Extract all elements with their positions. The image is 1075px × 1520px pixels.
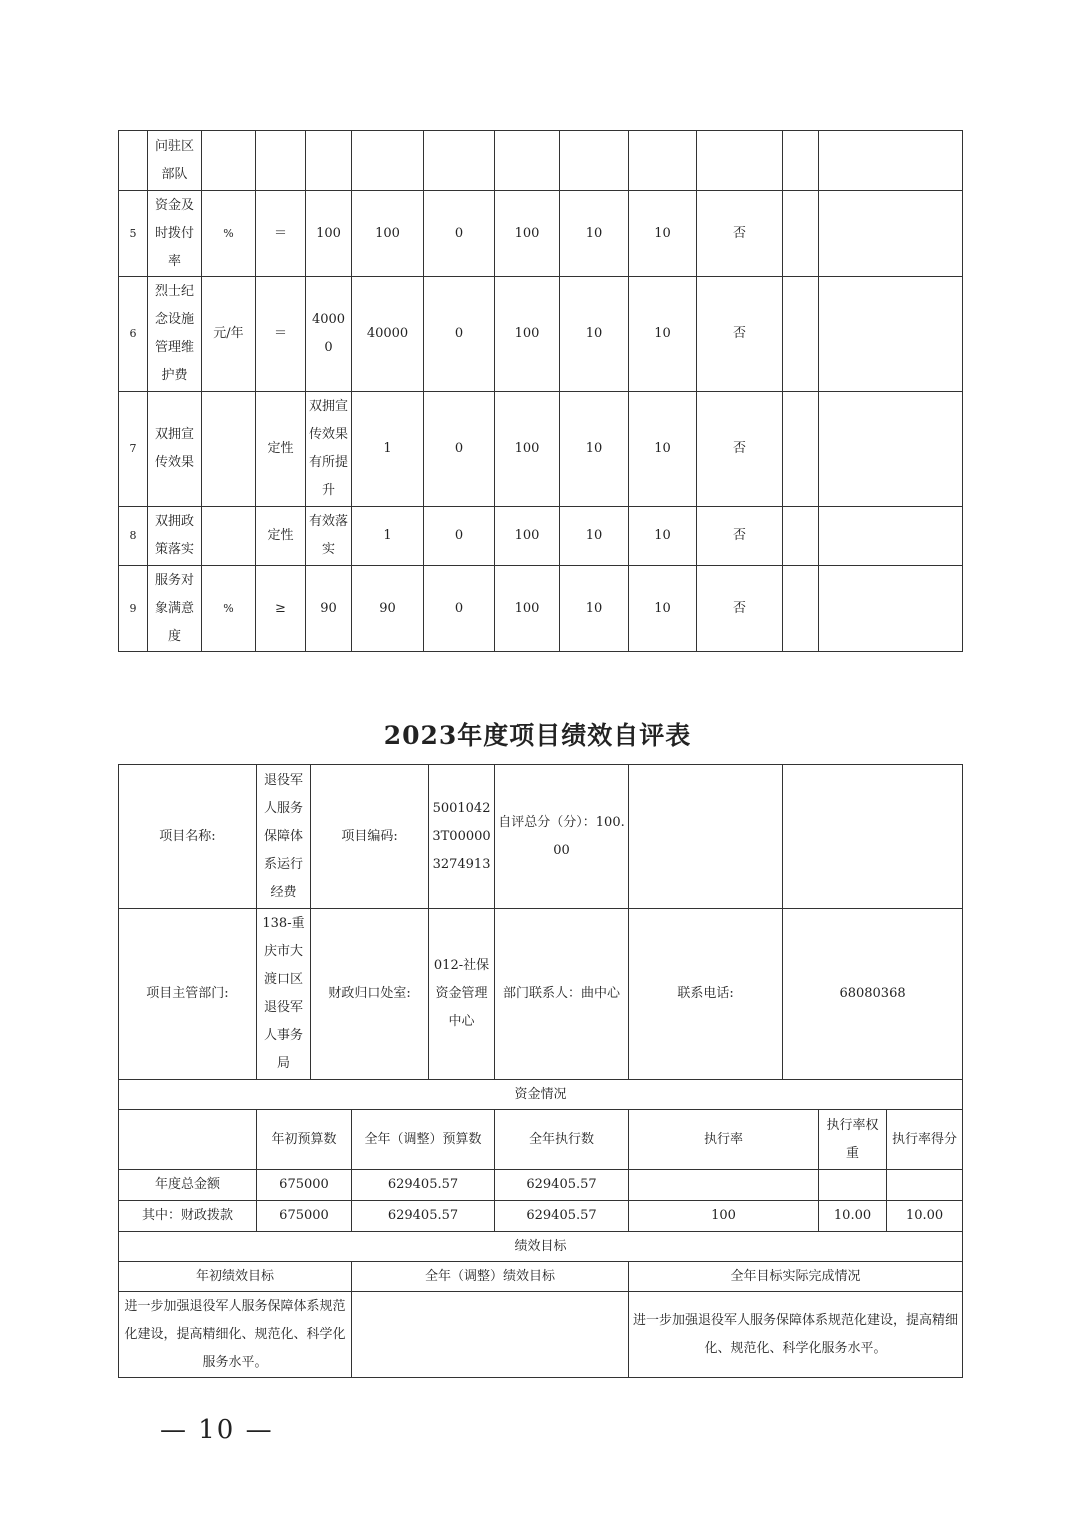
operator: 定性 <box>256 507 306 566</box>
flag: 否 <box>697 191 783 277</box>
unit <box>202 507 256 566</box>
target-value: 40000 <box>306 277 352 392</box>
table-row <box>119 1110 963 1170</box>
indicator-table <box>118 130 963 652</box>
page-number: — 10 — <box>160 1415 274 1445</box>
table-row <box>119 1080 963 1110</box>
deduction: 0 <box>424 566 495 652</box>
col-header: 全年（调整）绩效目标 <box>352 1262 629 1292</box>
phone-number: 68080368 <box>783 909 963 1080</box>
row-number: 5 <box>119 191 148 277</box>
deduction: 0 <box>424 191 495 277</box>
table-row <box>119 277 963 392</box>
executed-amount: 629405.57 <box>495 1170 629 1201</box>
self-score: 自评总分（分）：100.00 <box>495 765 629 909</box>
table-row <box>119 507 963 566</box>
row-number: 9 <box>119 566 148 652</box>
table-row <box>119 1232 963 1262</box>
col-header: 年初预算数 <box>257 1110 352 1170</box>
indicator-name: 问驻区部队 <box>148 131 202 191</box>
completion-rate: 100 <box>495 566 560 652</box>
initial-budget: 675000 <box>257 1201 352 1232</box>
score: 10 <box>629 277 697 392</box>
project-name: 退役军人服务保障体系运行经费 <box>257 765 311 909</box>
col-header: 全年（调整）预算数 <box>352 1110 495 1170</box>
unit: % <box>202 566 256 652</box>
adjusted-budget: 629405.57 <box>352 1201 495 1232</box>
department: 138-重庆市大渡口区退役军人事务局 <box>257 909 311 1080</box>
project-code: 50010423T000003274913 <box>429 765 495 909</box>
col-header: 执行率 <box>629 1110 819 1170</box>
deduction: 0 <box>424 392 495 507</box>
row-number: 7 <box>119 392 148 507</box>
project-code-label: 项目编码: <box>311 765 429 909</box>
deduction: 0 <box>424 507 495 566</box>
row-number: 8 <box>119 507 148 566</box>
completion-rate: 100 <box>495 392 560 507</box>
target-value: 双拥宣传效果有所提升 <box>306 392 352 507</box>
finance-office-label: 财政归口处室: <box>311 909 429 1080</box>
flag: 否 <box>697 566 783 652</box>
col-header: 全年执行数 <box>495 1110 629 1170</box>
unit <box>202 392 256 507</box>
flag: 否 <box>697 277 783 392</box>
table-row <box>119 392 963 507</box>
completion-rate: 100 <box>495 191 560 277</box>
target-value: 有效落实 <box>306 507 352 566</box>
table-row <box>119 566 963 652</box>
col-header: 执行率得分 <box>887 1110 963 1170</box>
row-label: 年度总金额 <box>119 1170 257 1201</box>
weight: 10 <box>560 566 629 652</box>
self-evaluation-table <box>118 764 963 1378</box>
target-value: 100 <box>306 191 352 277</box>
actual-value: 90 <box>352 566 424 652</box>
weight: 10 <box>560 277 629 392</box>
indicator-name: 双拥政策落实 <box>148 507 202 566</box>
score: 10 <box>629 392 697 507</box>
score: 10 <box>629 566 697 652</box>
weight: 10 <box>560 507 629 566</box>
col-header: 全年目标实际完成情况 <box>629 1262 963 1292</box>
completion-rate: 100 <box>495 507 560 566</box>
indicator-name: 服务对象满意度 <box>148 566 202 652</box>
indicator-name: 烈士纪念设施管理维护费 <box>148 277 202 392</box>
unit: % <box>202 191 256 277</box>
target-value: 90 <box>306 566 352 652</box>
actual-completion: 进一步加强退役军人服务保障体系规范化建设，提高精细化、规范化、科学化服务水平。 <box>629 1292 963 1378</box>
unit: 元/年 <box>202 277 256 392</box>
table-row <box>119 765 963 909</box>
col-header: 执行率权重 <box>819 1110 887 1170</box>
table-row <box>119 1170 963 1201</box>
contact-person: 部门联系人：曲中心 <box>495 909 629 1080</box>
row-label: 其中：财政拨款 <box>119 1201 257 1232</box>
operator: ≥ <box>256 566 306 652</box>
actual-value: 1 <box>352 392 424 507</box>
actual-value: 1 <box>352 507 424 566</box>
indicator-name: 资金及时拨付率 <box>148 191 202 277</box>
table-row <box>119 909 963 1080</box>
col-header: 年初绩效目标 <box>119 1262 352 1292</box>
table-row <box>119 131 963 191</box>
score: 10 <box>629 507 697 566</box>
flag: 否 <box>697 507 783 566</box>
table-row <box>119 1201 963 1232</box>
deduction: 0 <box>424 277 495 392</box>
page-title: 2023年度项目绩效自评表 <box>383 721 692 750</box>
weight: 10 <box>560 191 629 277</box>
goals-section-title: 绩效目标 <box>119 1232 963 1262</box>
adjusted-budget: 629405.57 <box>352 1170 495 1201</box>
flag: 否 <box>697 392 783 507</box>
phone-label: 联系电话: <box>629 909 783 1080</box>
actual-value: 100 <box>352 191 424 277</box>
funds-section-title: 资金情况 <box>119 1080 963 1110</box>
indicator-name: 双拥宣传效果 <box>148 392 202 507</box>
operator: ＝ <box>256 191 306 277</box>
execution-rate: 100 <box>629 1201 819 1232</box>
completion-rate: 100 <box>495 277 560 392</box>
project-name-label: 项目名称: <box>119 765 257 909</box>
operator: ＝ <box>256 277 306 392</box>
row-number: 6 <box>119 277 148 392</box>
operator: 定性 <box>256 392 306 507</box>
weight: 10 <box>560 392 629 507</box>
table-row <box>119 1292 963 1378</box>
actual-value: 40000 <box>352 277 424 392</box>
execution-weight: 10.00 <box>819 1201 887 1232</box>
execution-score: 10.00 <box>887 1201 963 1232</box>
executed-amount: 629405.57 <box>495 1201 629 1232</box>
score: 10 <box>629 191 697 277</box>
execution-weight <box>819 1170 887 1201</box>
finance-office: 012-社保资金管理中心 <box>429 909 495 1080</box>
table-row <box>119 1262 963 1292</box>
execution-score <box>887 1170 963 1201</box>
adjusted-goal <box>352 1292 629 1378</box>
department-label: 项目主管部门: <box>119 909 257 1080</box>
execution-rate <box>629 1170 819 1201</box>
initial-goal: 进一步加强退役军人服务保障体系规范化建设，提高精细化、规范化、科学化服务水平。 <box>119 1292 352 1378</box>
table-row <box>119 191 963 277</box>
initial-budget: 675000 <box>257 1170 352 1201</box>
